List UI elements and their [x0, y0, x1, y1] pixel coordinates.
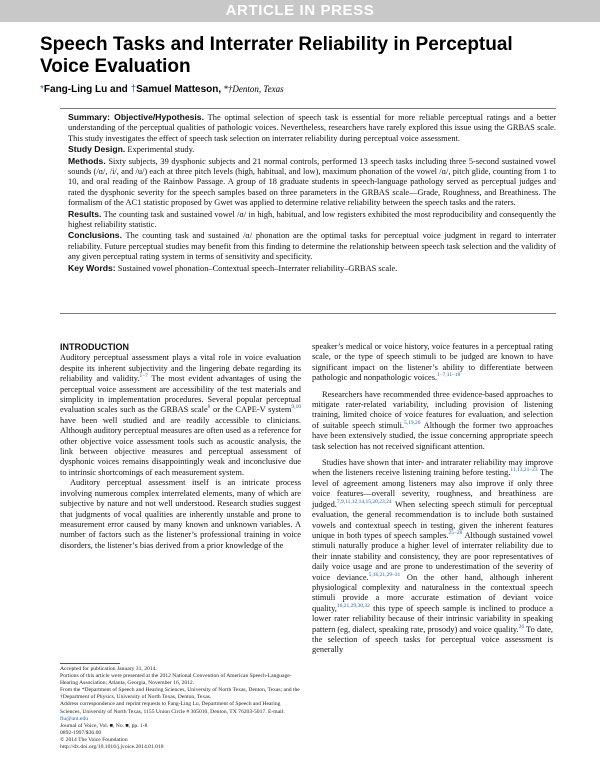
footnote-accepted: Accepted for publication January 31, 2014. [60, 666, 157, 672]
abstract-methods-text: Sixty subjects, 39 dysphonic subjects and 21 normal controls, performed 13 speech tasks including three 5-second sustained vowel sounds (/ɑ/, /i/, and /u/) each at three pitch levels (high, habitual, and low), maximum phonation of the vowel /ɑ/, pitch glide, counting from 1 to 10, and oral reading of the Rainbow Passage. A group of 18 graduate students in speech-language pathology served as perceptual judges and rated the dysphonic severity for the speech samples based on three parameters in the GRBAS scale—Grade, Roughness, and Breathiness. The formalism of the AC1 statistic proposed by Gwet was applied to determine relative reliability between the speech tasks and the raters. [68, 156, 556, 208]
article-in-press-banner [0, 0, 600, 22]
text-run: have been well studied and are readily accessible to clinicians. Although auditory perceptual measures are often used as a reference for other objective voice assessment tools such as acoustic analysis, the link between objective measures and perceptual assessment of dysphonic voices remains disappointingly weak and inconclusive due to intrinsic shortcomings of each measurement system. [60, 415, 301, 477]
abstract-keywords-head: Key Words: [68, 262, 116, 273]
author-conjunction: and [107, 84, 131, 95]
abstract-methods [68, 156, 556, 209]
author-affiliation: *†Denton, Texas [221, 84, 284, 94]
abstract-results-head: Results. [68, 208, 102, 219]
introduction-heading: INTRODUCTION [60, 342, 129, 352]
footnote-copyright: © 2014 The Voice Foundation [60, 736, 128, 743]
text-run: speaker’s medical or voice history, voice features in a perceptual rating scale, or the type of speech stimuli to be judged are known to have significant impact on the listener’s ability to differentiate between pathologic and nonpathologic voices. [312, 342, 553, 383]
footnotes [60, 666, 301, 751]
abstract-design [68, 144, 556, 155]
text-run: Although the former two approaches have been extensively studied, the issue concerning appropriate speech task selection has not received significant attention. [312, 420, 553, 451]
citation-ref[interactable]: 7,9,11,12,14,15,20,23,24 [336, 498, 392, 505]
text-run: The level of agreement among listeners may also improve if only three voice features—overall severity, roughness, and breathiness are judged. [312, 468, 553, 509]
abstract-conclusions-head: Conclusions. [68, 230, 122, 241]
abstract-conclusions-text: The counting task and sustained /ɑ/ phonation are the optimal tasks for perceptual voice judgment in regard to interrater reliability. Future perceptual studies may benefit from this finding to determine the relationship between speech task selection and the validity of any given perceptual rating system in terms of sensitivity and specificity. [68, 231, 556, 262]
abstract-keywords-text: Sustained vowel phonation–Contextual speech–Interrater reliability–GRBAS scale. [115, 263, 398, 273]
author-line [40, 84, 560, 95]
author-1-mark: * [40, 84, 44, 95]
text-run: To date, the selection of speech tasks for perceptual voice assessment is generally [312, 624, 554, 655]
author-2-mark: † [130, 84, 137, 95]
citation-ref[interactable]: 25–28 [448, 530, 463, 537]
text-run: or the CAPE-V system [210, 405, 292, 415]
intro-paragraph-2: Auditory perceptual assessment itself is an intricate process involving numerous complex interrelated elements, many of which are subjective by nature and not well understood. Research studies suggest that judgments of vocal qualities are inherently unstable and prone to measurement error caused by many known and unknown variables. A number of factors such as the listener’s professional training in voice disorders, the listener’s bias derived from a prior knowledge of the [60, 478, 301, 550]
text-run: Researchers have recommended three evidence-based approaches to mitigate rater-related variability, including provision of listening training, limited choice of voice features for evaluation, and selection of suitable speech stimuli. [312, 389, 553, 430]
body-column-right [312, 342, 553, 656]
intro-paragraph-4 [312, 458, 553, 656]
footnote-rule [60, 663, 120, 664]
author-1-name[interactable]: Fang-Ling Lu [43, 84, 108, 95]
footnote-affiliations: From the *Department of Speech and Hearing Sciences, University of North Texas, Denton, Texas; and the †Department of Physics, University of North Texas, Denton, Texas. [60, 687, 300, 701]
article-title: Speech Tasks and Interrater Reliability in Perceptual Voice Evaluation [40, 34, 513, 77]
citation-ref[interactable]: 16,21,29,30,32 [336, 602, 370, 609]
citation-ref[interactable]: 5,16,21,29–31 [368, 571, 401, 578]
intro-paragraph-3 [312, 390, 553, 452]
abstract-results [68, 209, 556, 231]
text-run: When selecting speech stimuli for perceptual evaluation, the general recommendation is to include both sustained vowels and contextual speech in testing, given the inherent features unique in both types of speech samples. [312, 499, 553, 540]
email-link[interactable]: flu@unt.edu [60, 715, 88, 722]
citation-ref[interactable]: 11,13,21–23 [510, 467, 538, 474]
text-run: Auditory perceptual assessment plays a vital role in voice evaluation despite its inherent subjectivity and the lingering debate regarding its reliability and validity. [60, 353, 301, 384]
footnote-issn: 0892-1997/$36.00 [60, 729, 102, 736]
citation-ref[interactable]: 1–7 [139, 373, 148, 380]
abstract-design-head: Study Design. [68, 144, 126, 155]
abstract-objective [68, 112, 556, 144]
text-run: On the other hand, although inherent physiological complexity and naturalness in the contextual speech stimuli provide a more accurate estimation of deviant voice quality, [312, 572, 554, 613]
author-2-name[interactable]: Samuel Matteson, [136, 84, 222, 95]
text-run: Although sustained vowel stimuli naturally produce a higher level of interrater reliability due to their innate stability and consistency, they are poor representatives of daily voice usage and are prone to underestimation of the severity of voice deviance. [312, 530, 553, 582]
text-run: The most evident advantages of using the perceptual voice assessment are accessibility of the test materials and simplicity in implementation procedures. Several popular perceptual evaluation scales such as the GRBAS scale [60, 374, 301, 415]
footnote-correspondence [60, 701, 301, 722]
footnote-portions: Portions of this article were presented at the 2012 National Convention of American Speech-Language-Hearing Association; Atlanta, Georgia, November 16, 2012. [60, 673, 292, 687]
abstract-conclusions [68, 230, 556, 262]
abstract-objective-text: The optimal selection of speech task is essential for more reliable perceptual ratings and a better understanding of the perceptual qualities of pathologic voices. Nevertheless, researchers have rarely explored this issue using the GRBAS scale. This study investigates the effect of speech task selection on interrater reliability during perceptual voice assessment. [68, 113, 556, 143]
footnote-doi[interactable]: http://dx.doi.org/10.1016/j.jvoice.2014.01.018 [60, 744, 164, 751]
body-column-left [60, 342, 301, 551]
abstract-methods-head: Methods. [68, 155, 106, 166]
intro-paragraph-2-cont [312, 342, 553, 384]
citation-ref[interactable]: 9,10 [291, 404, 301, 411]
abstract-keywords [68, 263, 556, 274]
citation-ref[interactable]: 1–7,11–18 [437, 372, 461, 379]
abstract-box [60, 108, 556, 314]
citation-ref[interactable]: 8 [207, 404, 211, 411]
citation-ref[interactable]: 5,19,20 [404, 420, 421, 427]
intro-paragraph-1 [60, 353, 301, 478]
footnote-journal: Journal of Voice, Vol. ■, No. ■, pp. 1-8 [60, 722, 148, 729]
abstract-design-text: Experimental study. [125, 145, 195, 155]
text-run: this type of speech sample is inclined to produce a lower rater reliability because of their intrinsic variability in speaking pattern (eg, dialect, speaking rate, prosody) and voice quality. [312, 603, 553, 634]
text-run: Address correspondence and reprint requests to Fang-Ling Lu, Department of Speech and Hearing Sciences, University of North Texas, 1155 Union Circle # 305010, Denton, TX 76203-5017. E-mail: [60, 701, 285, 715]
abstract-results-text: The counting task and sustained vowel /ɑ/ in high, habitual, and low registers exhibited the most reproducibility and consequently the highest reliability statistic. [68, 209, 556, 230]
abstract-objective-head: Summary: Objective/Hypothesis. [68, 112, 204, 122]
banner-text: ARTICLE IN PRESS [225, 2, 375, 19]
text-run: Studies have shown that inter- and intrarater reliability may improve when the listeners receive listening training before testing. [312, 458, 553, 478]
citation-ref[interactable]: 26 [518, 623, 525, 630]
